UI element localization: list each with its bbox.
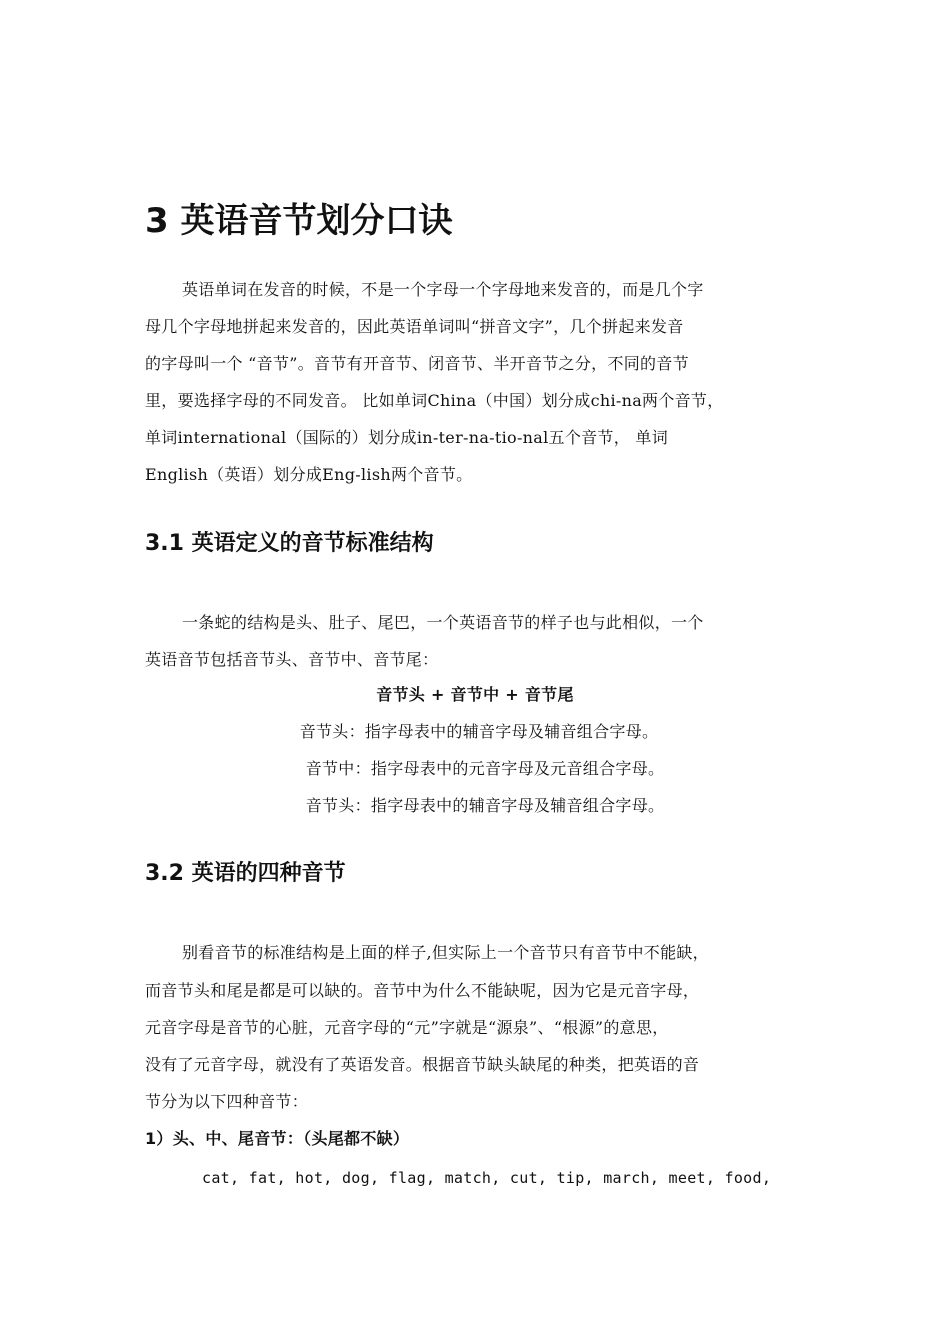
section-3-2-paragraph-line: 而音节头和尾是都是可以缺的。音节中为什么不能缺呢，因为它是元音字母， [145,981,700,1000]
item-1-examples: cat, fat, hot, dog, flag, match, cut, tip, march, meet, food, [202,1169,772,1187]
section-3-title: 3 英语音节划分口诀 [145,201,453,241]
definition-coda: 音节头：指字母表中的辅音字母及辅音组合字母。 [305,796,665,815]
section-3-paragraph-line: 母几个字母地拼起来发音的，因此英语单词叫“拼音文字”，几个拼起来发音 [145,317,684,336]
section-3-2-title: 3.2 英语的四种音节 [145,861,346,886]
section-3-2-paragraph-line: 元音字母是音节的心脏，元音字母的“元”字就是“源泉”、“根源”的意思， [145,1018,669,1037]
definition-onset: 音节头：指字母表中的辅音字母及辅音组合字母。 [299,722,659,741]
section-3-paragraph-line: English（英语）划分成Eng-lish两个音节。 [145,465,473,484]
section-3-paragraph-line: 单词international（国际的）划分成in-ter-na-tio-nal五个音节， 单词 [145,428,669,447]
section-3-1-paragraph-line: 英语音节包括音节头、音节中、音节尾： [145,650,439,669]
section-3-2-paragraph-line: 没有了元音字母，就没有了英语发音。根据音节缺头缺尾的种类，把英语的音 [145,1055,700,1074]
section-3-1-title: 3.1 英语定义的音节标准结构 [145,531,434,556]
item-1-heading: 1）头、中、尾音节：（头尾都不缺） [145,1129,410,1148]
syllable-formula: 音节头 + 音节中 + 音节尾 [376,685,574,704]
section-3-paragraph-line: 英语单词在发音的时候，不是一个字母一个字母地来发音的，而是几个字 [182,280,704,299]
section-3-paragraph-line: 的字母叫一个 “音节”。音节有开音节、闭音节、半开音节之分，不同的音节 [145,354,689,373]
section-3-paragraph-line: 里，要选择字母的不同发音。 比如单词China（中国）划分成chi-na两个音节， [145,391,724,410]
definition-nucleus: 音节中：指字母表中的元音字母及元音组合字母。 [305,759,665,778]
section-3-1-paragraph-line: 一条蛇的结构是头、肚子、尾巴，一个英语音节的样子也与此相似，一个 [182,613,704,632]
section-3-2-paragraph-line: 别看音节的标准结构是上面的样子,但实际上一个音节只有音节中不能缺， [182,943,709,962]
section-3-2-paragraph-line: 节分为以下四种音节： [145,1092,309,1111]
